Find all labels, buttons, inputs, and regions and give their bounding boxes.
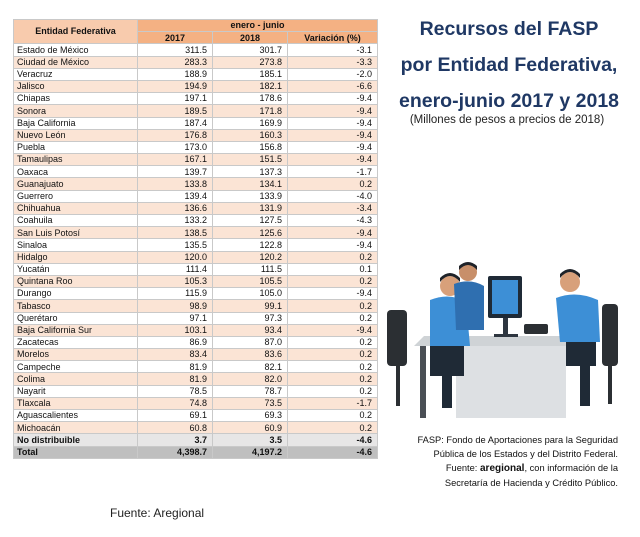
cell-entity: Total bbox=[14, 446, 138, 458]
cell-2018: 97.3 bbox=[213, 312, 288, 324]
cell-entity: Colima bbox=[14, 373, 138, 385]
cell-2018: 156.8 bbox=[213, 141, 288, 153]
cell-variation: 0.2 bbox=[288, 361, 378, 373]
cell-entity: Puebla bbox=[14, 141, 138, 153]
cell-entity: Morelos bbox=[14, 349, 138, 361]
cell-2018: 120.2 bbox=[213, 251, 288, 263]
table-row bbox=[14, 202, 378, 214]
cell-variation: -4.3 bbox=[288, 215, 378, 227]
table-row bbox=[14, 93, 378, 105]
cell-2018: 169.9 bbox=[213, 117, 288, 129]
cell-entity: Baja California bbox=[14, 117, 138, 129]
cell-variation: -9.4 bbox=[288, 154, 378, 166]
cell-2017: 74.8 bbox=[138, 397, 213, 409]
table-body bbox=[14, 44, 378, 458]
table-row bbox=[14, 56, 378, 68]
cell-variation: -9.4 bbox=[288, 105, 378, 117]
table-row bbox=[14, 80, 378, 92]
subtitle: (Millones de pesos a precios de 2018) bbox=[409, 114, 605, 126]
cell-2018: 3.5 bbox=[213, 434, 288, 446]
table-row bbox=[14, 300, 378, 312]
table-row bbox=[14, 385, 378, 397]
cell-2018: 99.1 bbox=[213, 300, 288, 312]
cell-2017: 176.8 bbox=[138, 129, 213, 141]
cell-variation: -3.4 bbox=[288, 202, 378, 214]
cell-2018: 111.5 bbox=[213, 263, 288, 275]
cell-variation: 0.1 bbox=[288, 263, 378, 275]
cell-2017: 81.9 bbox=[138, 373, 213, 385]
cell-2017: 136.6 bbox=[138, 202, 213, 214]
table-row bbox=[14, 422, 378, 434]
cell-variation: 0.2 bbox=[288, 178, 378, 190]
cell-2017: 187.4 bbox=[138, 117, 213, 129]
cell-2018: 93.4 bbox=[213, 324, 288, 336]
cell-2018: 78.7 bbox=[213, 385, 288, 397]
cell-2018: 69.3 bbox=[213, 410, 288, 422]
cell-2018: 133.9 bbox=[213, 190, 288, 202]
table-row bbox=[14, 166, 378, 178]
desk-front bbox=[456, 346, 566, 418]
note-line-4: Secretaría de Hacienda y Crédito Público. bbox=[444, 478, 618, 488]
cell-2017: 133.8 bbox=[138, 178, 213, 190]
cell-2018: 171.8 bbox=[213, 105, 288, 117]
cell-2017: 78.5 bbox=[138, 385, 213, 397]
table-row bbox=[14, 251, 378, 263]
cell-variation: -3.3 bbox=[288, 56, 378, 68]
cell-2018: 151.5 bbox=[213, 154, 288, 166]
table-row bbox=[14, 349, 378, 361]
cell-2017: 173.0 bbox=[138, 141, 213, 153]
cell-variation: -9.4 bbox=[288, 288, 378, 300]
title-line-1: Recursos del FASP bbox=[419, 18, 599, 40]
table-row bbox=[14, 373, 378, 385]
cell-2018: 105.5 bbox=[213, 275, 288, 287]
cell-entity: Sinaloa bbox=[14, 239, 138, 251]
cell-entity: Durango bbox=[14, 288, 138, 300]
cell-entity: No distribuible bbox=[14, 434, 138, 446]
cell-2017: 283.3 bbox=[138, 56, 213, 68]
cell-2017: 188.9 bbox=[138, 68, 213, 80]
header-period: enero - junio bbox=[138, 20, 378, 32]
cell-entity: Chiapas bbox=[14, 93, 138, 105]
title-line-2: por Entidad Federativa, bbox=[400, 54, 618, 76]
table-row bbox=[14, 239, 378, 251]
table-row bbox=[14, 190, 378, 202]
cell-entity: Sonora bbox=[14, 105, 138, 117]
cell-variation: -9.4 bbox=[288, 129, 378, 141]
chair-left bbox=[387, 310, 407, 366]
cell-2017: 197.1 bbox=[138, 93, 213, 105]
note-line-2: Pública de los Estados y del Distrito Federal. bbox=[433, 449, 618, 459]
cell-2018: 160.3 bbox=[213, 129, 288, 141]
cell-2017: 135.5 bbox=[138, 239, 213, 251]
cell-entity: Jalisco bbox=[14, 80, 138, 92]
chair-right bbox=[602, 304, 618, 366]
table-row bbox=[14, 275, 378, 287]
header-entity: Entidad Federativa bbox=[14, 20, 138, 44]
title-line-3: enero-junio 2017 y 2018 bbox=[398, 90, 620, 112]
cell-variation: -9.4 bbox=[288, 239, 378, 251]
cell-2018: 105.0 bbox=[213, 288, 288, 300]
phone-icon bbox=[524, 324, 548, 334]
note-line-3: Fuente: aregional, con información de la bbox=[445, 463, 618, 474]
cell-variation: 0.2 bbox=[288, 373, 378, 385]
table-row bbox=[14, 154, 378, 166]
cell-entity: San Luis Potosí bbox=[14, 227, 138, 239]
cell-2017: 98.9 bbox=[138, 300, 213, 312]
cell-variation: -9.4 bbox=[288, 93, 378, 105]
desk-leg bbox=[420, 346, 426, 418]
cell-variation: -4.6 bbox=[288, 434, 378, 446]
cell-variation: -9.4 bbox=[288, 117, 378, 129]
cell-entity: Campeche bbox=[14, 361, 138, 373]
cell-entity: Estado de México bbox=[14, 44, 138, 56]
cell-2017: 97.1 bbox=[138, 312, 213, 324]
table-row bbox=[14, 397, 378, 409]
table-row bbox=[14, 215, 378, 227]
note-block bbox=[398, 433, 618, 490]
cell-variation: -1.7 bbox=[288, 397, 378, 409]
cell-2018: 178.6 bbox=[213, 93, 288, 105]
cell-entity: Querétaro bbox=[14, 312, 138, 324]
table-row bbox=[14, 446, 378, 458]
police-office-illustration bbox=[384, 258, 634, 428]
cell-2017: 167.1 bbox=[138, 154, 213, 166]
cell-variation: 0.2 bbox=[288, 312, 378, 324]
cell-variation: -1.7 bbox=[288, 166, 378, 178]
cell-2018: 125.6 bbox=[213, 227, 288, 239]
note-line-1: FASP: Fondo de Aportaciones para la Seguridad bbox=[417, 435, 618, 445]
cell-entity: Nayarit bbox=[14, 385, 138, 397]
cell-2018: 131.9 bbox=[213, 202, 288, 214]
officer-right bbox=[560, 272, 580, 292]
cell-2017: 81.9 bbox=[138, 361, 213, 373]
cell-entity: Tamaulipas bbox=[14, 154, 138, 166]
cell-2017: 139.4 bbox=[138, 190, 213, 202]
cell-2017: 86.9 bbox=[138, 336, 213, 348]
cell-entity: Chihuahua bbox=[14, 202, 138, 214]
cell-2017: 138.5 bbox=[138, 227, 213, 239]
table-row bbox=[14, 105, 378, 117]
cell-2018: 82.0 bbox=[213, 373, 288, 385]
cell-2017: 133.2 bbox=[138, 215, 213, 227]
cell-2018: 122.8 bbox=[213, 239, 288, 251]
cell-2018: 60.9 bbox=[213, 422, 288, 434]
cell-2017: 69.1 bbox=[138, 410, 213, 422]
table-row bbox=[14, 312, 378, 324]
cell-entity: Aguascalientes bbox=[14, 410, 138, 422]
cell-2017: 194.9 bbox=[138, 80, 213, 92]
cell-2017: 189.5 bbox=[138, 105, 213, 117]
cell-variation: -9.4 bbox=[288, 324, 378, 336]
cell-2018: 137.3 bbox=[213, 166, 288, 178]
cell-entity: Tabasco bbox=[14, 300, 138, 312]
cell-2017: 83.4 bbox=[138, 349, 213, 361]
aregional-brand: aregional bbox=[479, 463, 525, 474]
header-variation: Variación (%) bbox=[288, 32, 378, 44]
table-row bbox=[14, 336, 378, 348]
table-row bbox=[14, 288, 378, 300]
cell-entity: Nuevo León bbox=[14, 129, 138, 141]
cell-entity: Veracruz bbox=[14, 68, 138, 80]
cell-2017: 103.1 bbox=[138, 324, 213, 336]
cell-variation: -4.6 bbox=[288, 446, 378, 458]
cell-variation: -3.1 bbox=[288, 44, 378, 56]
header-2018: 2018 bbox=[213, 32, 288, 44]
cell-variation: -9.4 bbox=[288, 227, 378, 239]
cell-variation: 0.2 bbox=[288, 385, 378, 397]
cell-2018: 301.7 bbox=[213, 44, 288, 56]
cell-entity: Tlaxcala bbox=[14, 397, 138, 409]
cell-2018: 73.5 bbox=[213, 397, 288, 409]
cell-variation: 0.2 bbox=[288, 300, 378, 312]
cell-2017: 4,398.7 bbox=[138, 446, 213, 458]
cell-entity: Oaxaca bbox=[14, 166, 138, 178]
cell-entity: Baja California Sur bbox=[14, 324, 138, 336]
cell-2018: 127.5 bbox=[213, 215, 288, 227]
cell-2018: 83.6 bbox=[213, 349, 288, 361]
cell-variation: -2.0 bbox=[288, 68, 378, 80]
cell-2018: 273.8 bbox=[213, 56, 288, 68]
table-row bbox=[14, 434, 378, 446]
cell-variation: 0.2 bbox=[288, 349, 378, 361]
cell-variation: 0.2 bbox=[288, 275, 378, 287]
cell-2017: 311.5 bbox=[138, 44, 213, 56]
cell-2017: 3.7 bbox=[138, 434, 213, 446]
table-row bbox=[14, 324, 378, 336]
cell-entity: Guanajuato bbox=[14, 178, 138, 190]
cell-2017: 60.8 bbox=[138, 422, 213, 434]
cell-2017: 105.3 bbox=[138, 275, 213, 287]
cell-variation: -9.4 bbox=[288, 141, 378, 153]
cell-2017: 120.0 bbox=[138, 251, 213, 263]
cell-variation: -4.0 bbox=[288, 190, 378, 202]
cell-variation: 0.2 bbox=[288, 251, 378, 263]
cell-2018: 87.0 bbox=[213, 336, 288, 348]
cell-2018: 185.1 bbox=[213, 68, 288, 80]
table-row bbox=[14, 117, 378, 129]
cell-entity: Yucatán bbox=[14, 263, 138, 275]
cell-variation: 0.2 bbox=[288, 422, 378, 434]
cell-2018: 182.1 bbox=[213, 80, 288, 92]
table-row bbox=[14, 361, 378, 373]
cell-2017: 111.4 bbox=[138, 263, 213, 275]
header-2017: 2017 bbox=[138, 32, 213, 44]
table-row bbox=[14, 44, 378, 56]
table-row bbox=[14, 410, 378, 422]
cell-entity: Michoacán bbox=[14, 422, 138, 434]
cell-entity: Guerrero bbox=[14, 190, 138, 202]
table-row bbox=[14, 68, 378, 80]
source-caption: Fuente: Aregional bbox=[110, 506, 205, 520]
cell-entity: Hidalgo bbox=[14, 251, 138, 263]
cell-2018: 4,197.2 bbox=[213, 446, 288, 458]
cell-entity: Coahuila bbox=[14, 215, 138, 227]
table-row bbox=[14, 227, 378, 239]
cell-2017: 115.9 bbox=[138, 288, 213, 300]
fasp-table bbox=[13, 19, 378, 459]
cell-entity: Zacatecas bbox=[14, 336, 138, 348]
cell-entity: Ciudad de México bbox=[14, 56, 138, 68]
table-row bbox=[14, 141, 378, 153]
cell-variation: -6.6 bbox=[288, 80, 378, 92]
table-row bbox=[14, 263, 378, 275]
cell-entity: Quintana Roo bbox=[14, 275, 138, 287]
cell-2018: 134.1 bbox=[213, 178, 288, 190]
cell-variation: 0.2 bbox=[288, 410, 378, 422]
cell-variation: 0.2 bbox=[288, 336, 378, 348]
cell-2017: 139.7 bbox=[138, 166, 213, 178]
table-row bbox=[14, 129, 378, 141]
table-header bbox=[14, 20, 378, 44]
table-row bbox=[14, 178, 378, 190]
cell-2018: 82.1 bbox=[213, 361, 288, 373]
